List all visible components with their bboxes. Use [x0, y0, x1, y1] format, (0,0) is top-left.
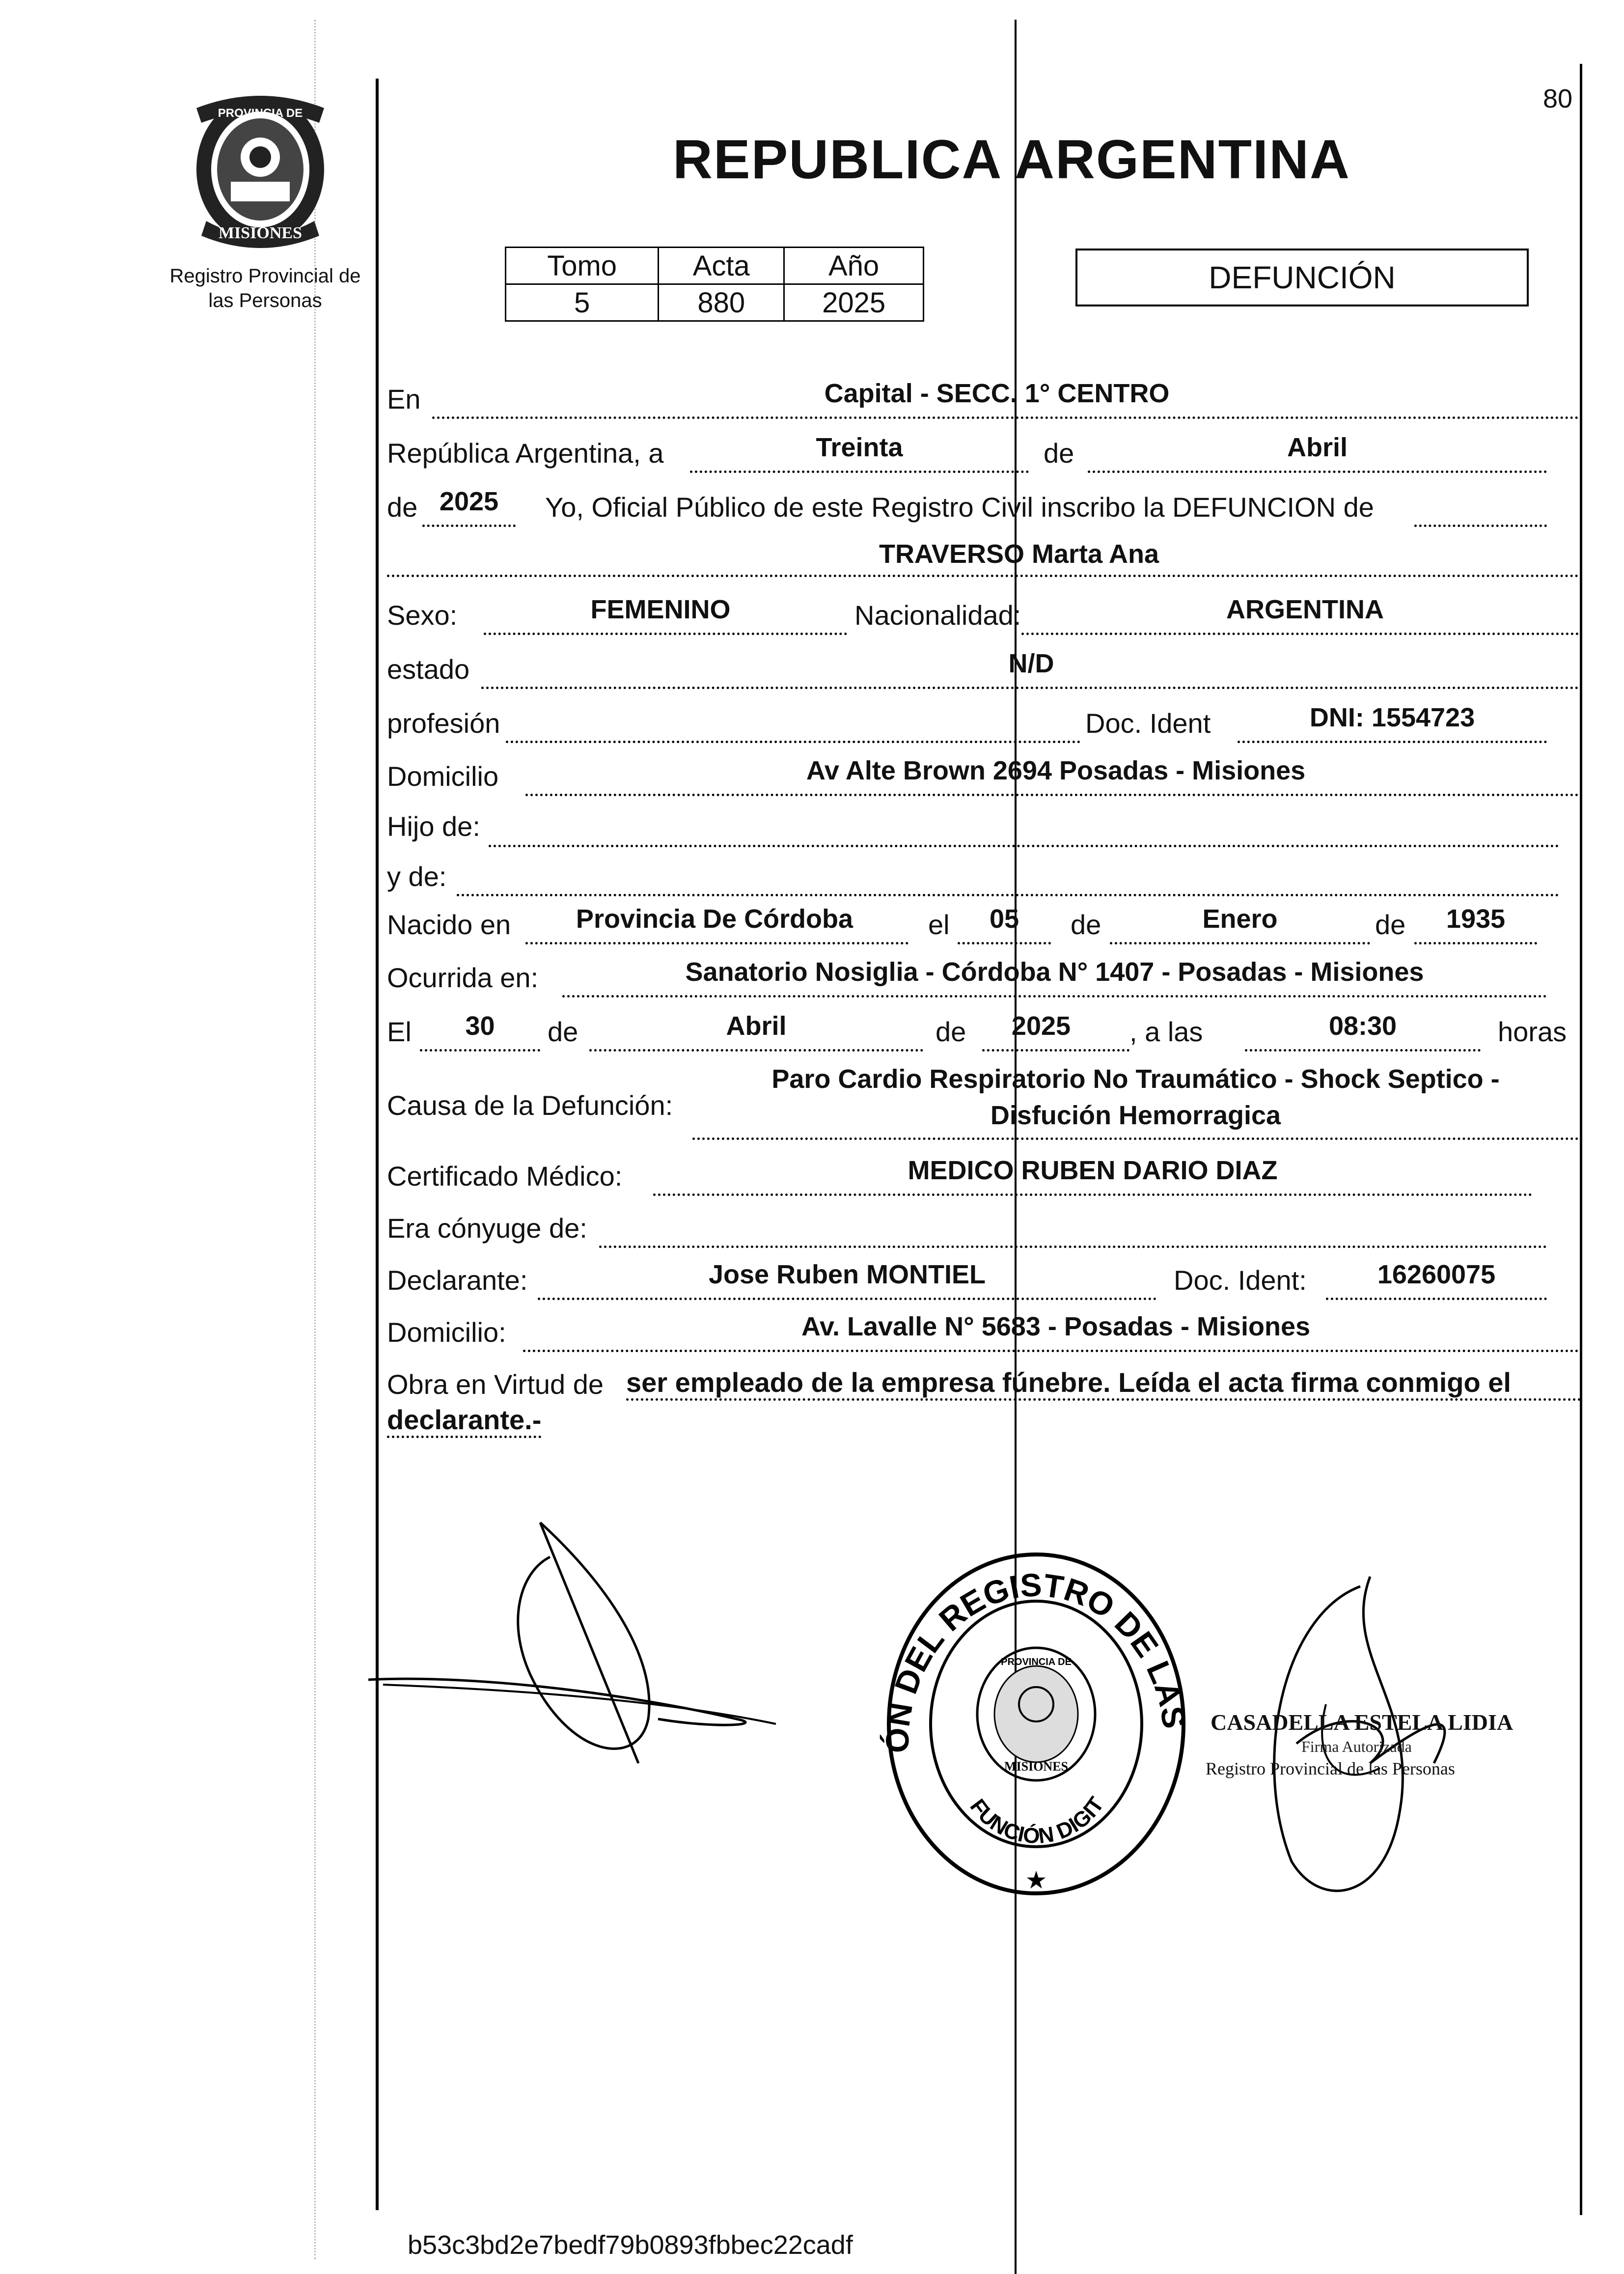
declarante-label: Declarante: — [387, 1265, 528, 1296]
de-label-1: de — [1044, 438, 1074, 469]
declarante-value: Jose Ruben MONTIEL — [708, 1260, 986, 1289]
page-title: REPUBLICA ARGENTINA — [673, 129, 1350, 190]
de-label-5: de — [548, 1016, 578, 1047]
sexo-value: FEMENINO — [590, 595, 731, 624]
doc-ident-label-2: Doc. Ident: — [1174, 1265, 1307, 1296]
province-logo — [187, 88, 334, 250]
acta-value: 880 — [659, 284, 784, 321]
yo-text: Yo, Oficial Público de este Registro Civil inscribo la DEFUNCION de — [545, 492, 1374, 523]
obra-line-1: ser empleado de la empresa fúnebre. Leída el acta firma conmigo el — [626, 1366, 1581, 1401]
profesion-label: profesión — [387, 708, 500, 739]
de-label-2: de — [387, 492, 418, 523]
deceased-name: TRAVERSO Marta Ana — [879, 539, 1159, 569]
yde-dots — [457, 870, 1559, 896]
nacido-lugar: Provincia De Córdoba — [576, 904, 853, 934]
yde-label: y de: — [387, 861, 447, 892]
day-text: Treinta — [816, 433, 903, 462]
de-label-3: de — [1071, 909, 1101, 940]
anio-header: Año — [784, 248, 924, 284]
seal-star-icon: ★ — [1025, 1866, 1047, 1894]
registry-line-1: Registro Provincial de — [169, 265, 361, 287]
en-label: En — [387, 384, 421, 415]
domicilio2-label: Domicilio: — [387, 1317, 506, 1348]
seal-center-top: PROVINCIA DE — [1001, 1657, 1072, 1667]
causa-line-1: Paro Cardio Respiratorio No Traumático - Shock Septico - — [771, 1064, 1500, 1094]
nac-anio: 1935 — [1446, 904, 1506, 934]
registry-line-2: las Personas — [208, 290, 322, 311]
el-label-2: El — [387, 1016, 412, 1047]
tomo-value: 5 — [506, 284, 659, 321]
hijo-dots — [489, 821, 1559, 847]
seal-inner-text: FUNCIÓN DIGIT — [965, 1794, 1108, 1849]
domicilio-value: Av Alte Brown 2694 Posadas - Misiones — [806, 756, 1306, 785]
acta-header: Acta — [659, 248, 784, 284]
conyuge-dots — [599, 1222, 1547, 1248]
ocurrida-value: Sanatorio Nosiglia - Córdoba N° 1407 - Posadas - Misiones — [685, 957, 1424, 987]
horas-label: horas — [1498, 1016, 1567, 1047]
el-label: el — [928, 909, 950, 940]
alas-label: , a las — [1129, 1016, 1203, 1047]
doc-ident-value-2: 16260075 — [1377, 1260, 1496, 1289]
document-hash: b53c3bd2e7bedf79b0893fbbec22cadf — [408, 2230, 853, 2260]
def-mes: Abril — [726, 1011, 787, 1041]
domicilio-label: Domicilio — [387, 761, 499, 792]
obra-line-2: declarante.- — [387, 1404, 541, 1438]
estado-value: N/D — [1008, 649, 1054, 678]
registry-seal — [879, 1547, 1193, 1901]
obra-label: Obra en Virtud de — [387, 1369, 604, 1400]
sexo-label: Sexo: — [387, 600, 458, 631]
year-value: 2025 — [439, 487, 499, 516]
causa-line-2: Disfución Hemorragica — [990, 1101, 1281, 1130]
conyuge-label: Era cónyuge de: — [387, 1213, 587, 1244]
def-hora: 08:30 — [1328, 1011, 1397, 1041]
doc-ident-value: DNI: 1554723 — [1309, 703, 1475, 732]
official-name: CASADELLA ESTELA LIDIA — [1211, 1710, 1514, 1735]
official-role: Firma Autorizada — [1301, 1738, 1412, 1755]
official-office: Registro Provincial de las Personas — [1206, 1759, 1455, 1778]
right-margin-line — [1580, 64, 1582, 2215]
nacionalidad-value: ARGENTINA — [1226, 595, 1384, 624]
register-table — [505, 247, 924, 322]
doc-ident-label: Doc. Ident — [1085, 708, 1211, 739]
profesion-dots — [506, 717, 1080, 743]
tomo-header: Tomo — [506, 248, 659, 284]
seal-outer-text: ÓN DEL REGISTRO DE LAS — [879, 1566, 1193, 1753]
month-text: Abril — [1287, 433, 1348, 462]
en-value: Capital - SECC. 1° CENTRO — [824, 379, 1170, 408]
doc-type: DEFUNCIÓN — [1209, 260, 1396, 295]
seal-center-bottom: MISIONES — [1004, 1759, 1069, 1774]
cert-value: MEDICO RUBEN DARIO DIAZ — [908, 1156, 1278, 1185]
fold-line — [1015, 20, 1017, 2274]
edge-marks — [314, 20, 335, 2259]
nac-mes: Enero — [1202, 904, 1278, 934]
yo-dots — [1414, 501, 1547, 527]
def-anio: 2025 — [1011, 1011, 1071, 1041]
logo-bottom-text: MISIONES — [218, 224, 303, 242]
cert-label: Certificado Médico: — [387, 1161, 623, 1192]
nacionalidad-label: Nacionalidad: — [854, 600, 1021, 631]
rep-label: República Argentina, a — [387, 438, 664, 469]
ocurrida-label: Ocurrida en: — [387, 962, 539, 993]
causa-label: Causa de la Defunción: — [387, 1090, 673, 1121]
domicilio2-value: Av. Lavalle N° 5683 - Posadas - Misiones — [801, 1312, 1311, 1341]
page-number: 80 — [1543, 84, 1573, 113]
nac-dia: 05 — [989, 904, 1019, 934]
estado-label: estado — [387, 654, 470, 685]
def-dia: 30 — [465, 1011, 495, 1041]
nacido-label: Nacido en — [387, 909, 511, 940]
de-label-6: de — [936, 1016, 966, 1047]
logo-top-text: PROVINCIA DE — [218, 107, 303, 120]
doc-type-box — [1075, 249, 1529, 306]
anio-value: 2025 — [784, 284, 924, 321]
left-margin-line — [376, 79, 379, 2210]
declarant-signature — [363, 1513, 805, 1788]
de-label-4: de — [1375, 909, 1406, 940]
hijo-label: Hijo de: — [387, 811, 480, 842]
